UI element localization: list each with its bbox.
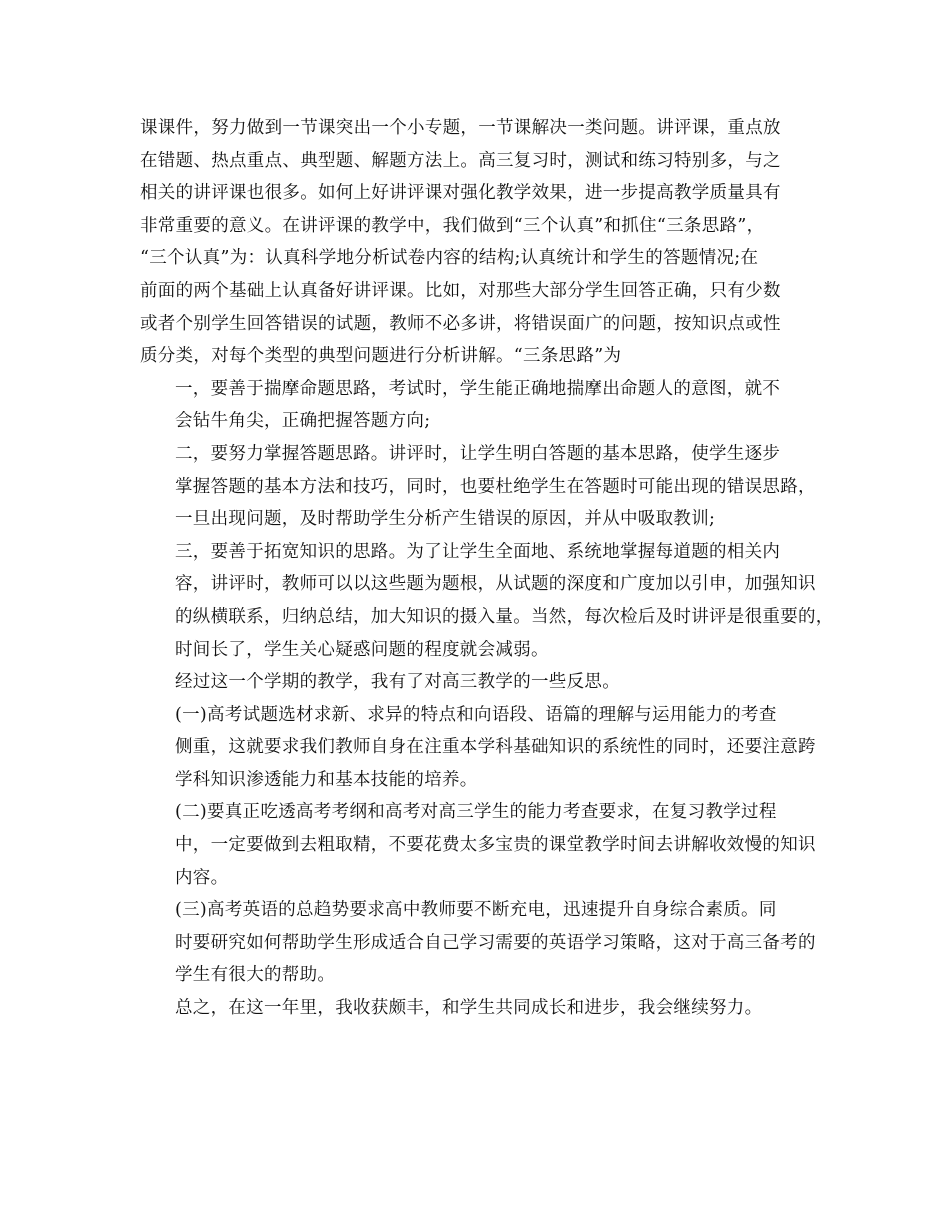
paragraph bbox=[140, 894, 816, 992]
paragraph bbox=[140, 699, 816, 797]
text-line: 课课件，努力做到一节课突出一个小专题，一节课解决一类问题。讲评课，重点放 bbox=[140, 118, 781, 138]
text-line: 时间长了，学生关心疑惑问题的程度就会减弱。 bbox=[175, 639, 549, 660]
text-line: 一旦出现问题，及时帮助学生分析产生错误的原因，并从中吸取教训; bbox=[175, 509, 716, 530]
text-line: 二，要努力掌握答题思路。讲评时，让学生明白答题的基本思路，使学生逐步 bbox=[175, 443, 781, 464]
text-line: 经过这一个学期的教学，我有了对高三教学的一些反思。 bbox=[175, 672, 620, 693]
paragraph bbox=[140, 112, 812, 373]
text-line: (一)高考试题选材求新、求异的特点和向语段、语篇的理解与运用能力的考查 bbox=[175, 704, 777, 725]
text-line: 学科知识渗透能力和基本技能的培养。 bbox=[175, 769, 478, 790]
paragraph bbox=[140, 992, 812, 1025]
text-line: 三，要善于拓宽知识的思路。为了让学生全面地、系统地掌握每道题的相关内 bbox=[175, 541, 781, 562]
text-line: 一，要善于揣摩命题思路，考试时，学生能正确地揣摩出命题人的意图，就不 bbox=[175, 378, 781, 399]
text-line: 掌握答题的基本方法和技巧，同时，也要杜绝学生在答题时可能出现的错误思路， bbox=[175, 476, 816, 497]
text-line: 质分类，对每个类型的典型问题进行分析讲解。“三条思路”为 bbox=[140, 346, 622, 367]
text-line: (三)高考英语的总趋势要求高中教师要不断充电，迅速提升自身综合素质。同 bbox=[175, 900, 777, 921]
text-line: 总之，在这一年里，我收获颇丰，和学生共同成长和进步，我会继续努力。 bbox=[175, 998, 763, 1019]
text-line: 或者个别学生回答错误的试题，教师不必多讲，将错误面广的问题，按知识点或性 bbox=[140, 313, 781, 334]
text-line: 学生有很大的帮助。 bbox=[175, 965, 336, 986]
document-body bbox=[140, 112, 834, 1025]
text-line: 时要研究如何帮助学生形成适合自己学习需要的英语学习策略，这对于高三备考的 bbox=[175, 932, 816, 953]
paragraph bbox=[140, 666, 812, 699]
text-line: (二)要真正吃透高考考纲和高考对高三学生的能力考查要求，在复习教学过程 bbox=[175, 802, 777, 823]
text-line: 的纵横联系，归纳总结，加大知识的摄入量。当然，每次检后及时讲评是很重要的， bbox=[175, 606, 834, 627]
text-line: 在错题、热点重点、典型题、解题方法上。高三复习时，测试和练习特别多，与之 bbox=[140, 150, 781, 171]
text-line: 侧重，这就要求我们教师自身在注重本学科基础知识的系统性的同时，还要注意跨 bbox=[175, 737, 816, 758]
text-line: 相关的讲评课也很多。如何上好讲评课对强化教学效果，进一步提高教学质量具有 bbox=[140, 183, 781, 204]
paragraph bbox=[140, 536, 834, 666]
text-line: 会钻牛角尖，正确把握答题方向; bbox=[175, 411, 431, 432]
text-line: “三个认真”为：认真科学地分析试卷内容的结构;认真统计和学生的答题情况;在 bbox=[140, 248, 759, 269]
paragraph bbox=[140, 438, 816, 536]
text-line: 内容。 bbox=[175, 867, 229, 888]
text-line: 非常重要的意义。在讲评课的教学中，我们做到“三个认真”和抓住“三条思路”， bbox=[140, 215, 765, 236]
paragraph bbox=[140, 373, 812, 438]
text-line: 中，一定要做到去粗取精，不要花费太多宝贵的课堂教学时间去讲解收效慢的知识 bbox=[175, 835, 816, 856]
text-line: 前面的两个基础上认真备好讲评课。比如，对那些大部分学生回答正确，只有少数 bbox=[140, 280, 781, 301]
paragraph bbox=[140, 796, 816, 894]
text-line: 容，讲评时，教师可以以这些题为题根，从试题的深度和广度加以引申，加强知识 bbox=[175, 574, 816, 595]
